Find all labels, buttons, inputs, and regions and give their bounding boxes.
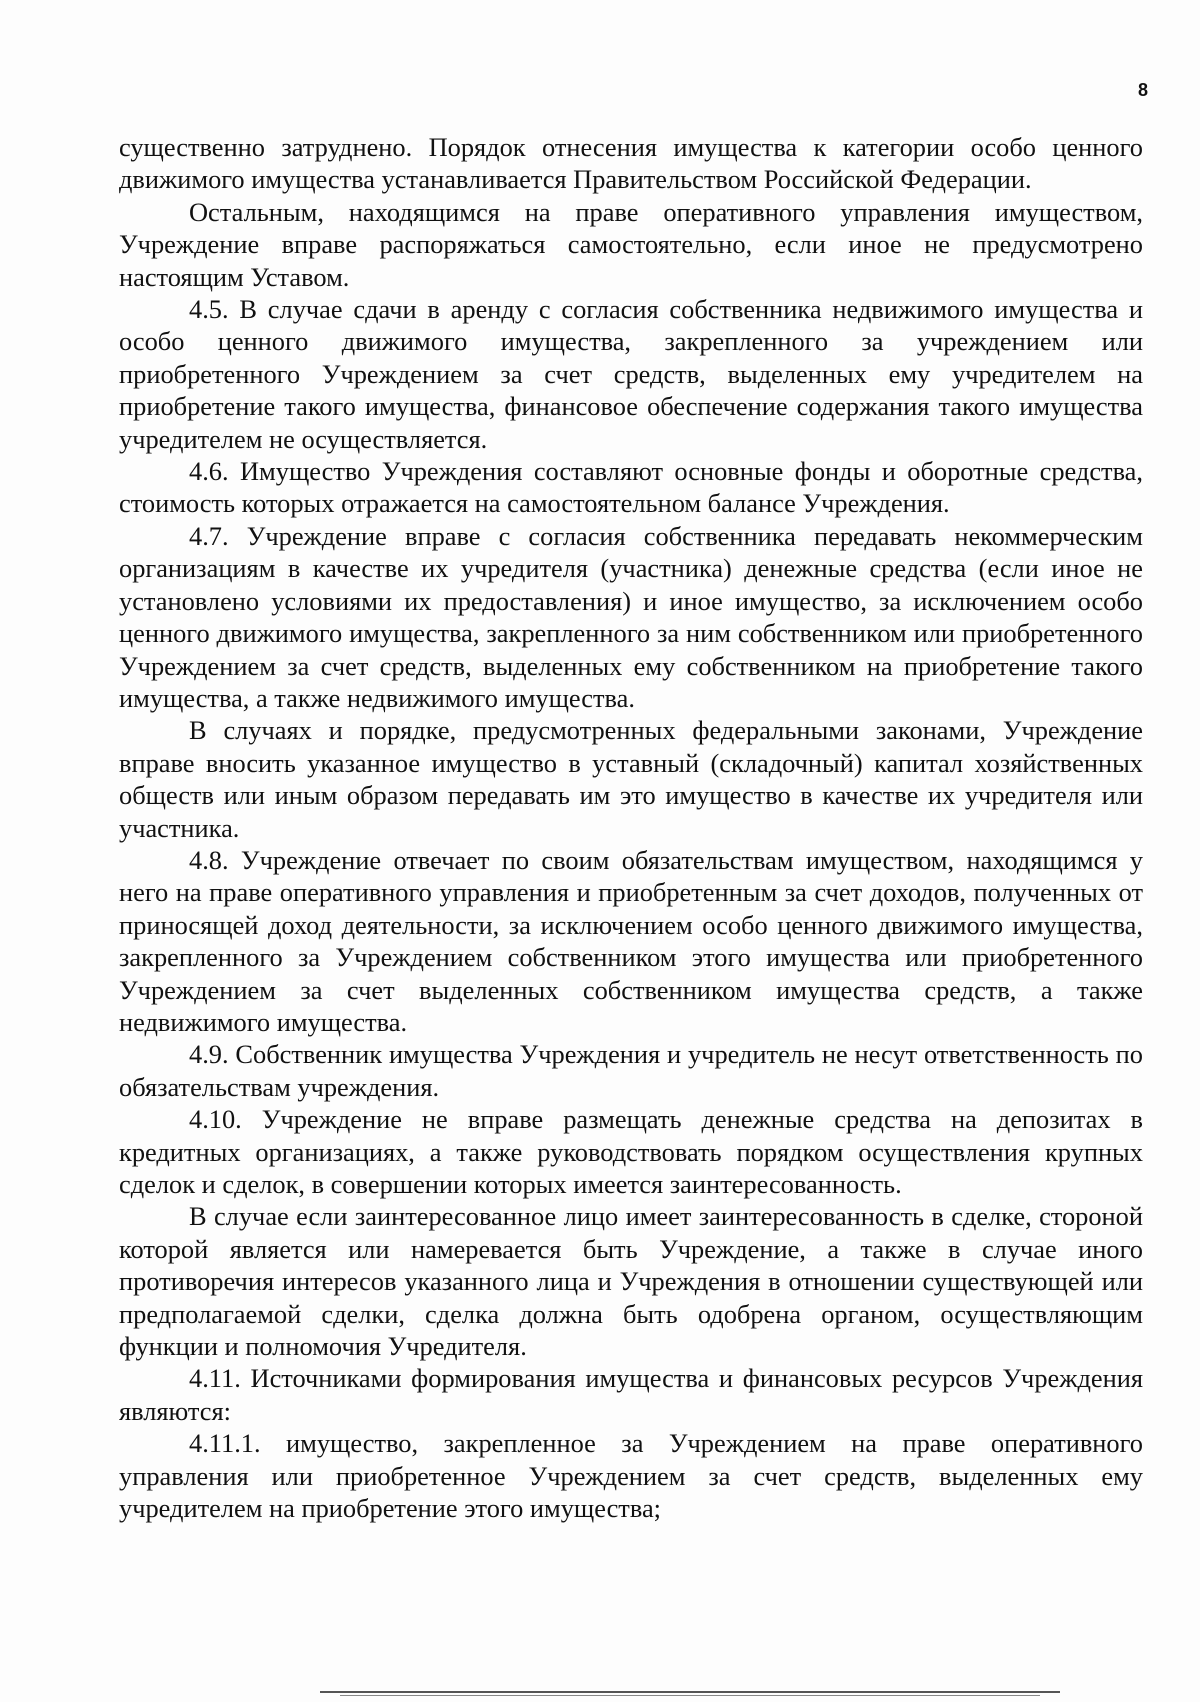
page-number: 8 (1137, 80, 1148, 100)
paragraph-4-6: 4.6. Имущество Учреждения составляют основные фонды и оборотные средства, стоимость которых отражается на самостоятельном балансе Учреждения. (119, 456, 1143, 519)
paragraph-interested-party: В случае если заинтересованное лицо имеет заинтересованность в сделке, стороной которой является или намеревается быть Учреждение, а также в случае иного противоречия интересов указанного лица и Учреждения в отношении существующей или предполагаемой сделки, сделка должна быть одобрена органом, осуществляющим функции и полномочия Учредителя. (119, 1201, 1143, 1362)
paragraph-federal-laws: В случаях и порядке, предусмотренных федеральными законами, Учреждение вправе вносить указанное имущество в уставный (складочный) капитал хозяйственных обществ или иным образом передавать им это имущество в качестве их учредителя или участника. (119, 715, 1143, 843)
paragraph-4-10: 4.10. Учреждение не вправе размещать денежные средства на депозитах в кредитных организациях, а также руководствовать порядком осуществления крупных сделок и сделок, в совершении которых имеется заинтересованность. (119, 1104, 1143, 1199)
paragraph-4-7: 4.7. Учреждение вправе с согласия собственника передавать некоммерческим организациям в качестве их учредителя (участника) денежные средства (если иное не установлено условиями их предоставления) и иное имущество, за исключением особо ценного движимого имущества, закрепленного за ним собственником или приобретенного Учреждением за счет средств, выделенных ему собственником на приобретение такого имущества, а также недвижимого имущества. (119, 520, 1143, 713)
paragraph-4-11: 4.11. Источниками формирования имущества и финансовых ресурсов Учреждения являются: (119, 1363, 1143, 1426)
document-body (119, 131, 1143, 1524)
scan-edge-line (320, 1691, 1060, 1693)
paragraph-4-9: 4.9. Собственник имущества Учреждения и учредитель не несут ответственность по обязательствам учреждения. (119, 1039, 1143, 1102)
scan-edge-line-secondary (340, 1695, 1040, 1696)
paragraph-4-8: 4.8. Учреждение отвечает по своим обязательствам имуществом, находящимся у него на праве оперативного управления и приобретенным за счет доходов, полученных от приносящей доход деятельности, за исключением особо ценного движимого имущества, закрепленного за Учреждением собственником этого имущества или приобретенного Учреждением за счет выделенных собственником имущества средств, а также недвижимого имущества. (119, 844, 1143, 1037)
paragraph-4-11-1: 4.11.1. имущество, закрепленное за Учреждением на праве оперативного управления или приобретенное Учреждением за счет средств, выделенных ему учредителем на приобретение этого имущества; (119, 1428, 1143, 1524)
paragraph-continuation: существенно затруднено. Порядок отнесения имущества к категории особо ценного движимого имущества устанавливается Правительством Российской Федерации. (119, 132, 1143, 195)
paragraph-4-5: 4.5. В случае сдачи в аренду с согласия собственника недвижимого имущества и особо ценного движимого имущества, закрепленного за учреждением или приобретенного Учреждением за счет средств, выделенных ему учредителем на приобретение такого имущества, финансовое обеспечение содержания такого имущества учредителем не осуществляется. (119, 294, 1143, 454)
paragraph-remaining-property: Остальным, находящимся на праве оперативного управления имуществом, Учреждение вправе распоряжаться самостоятельно, если иное не предусмотрено настоящим Уставом. (119, 196, 1143, 292)
